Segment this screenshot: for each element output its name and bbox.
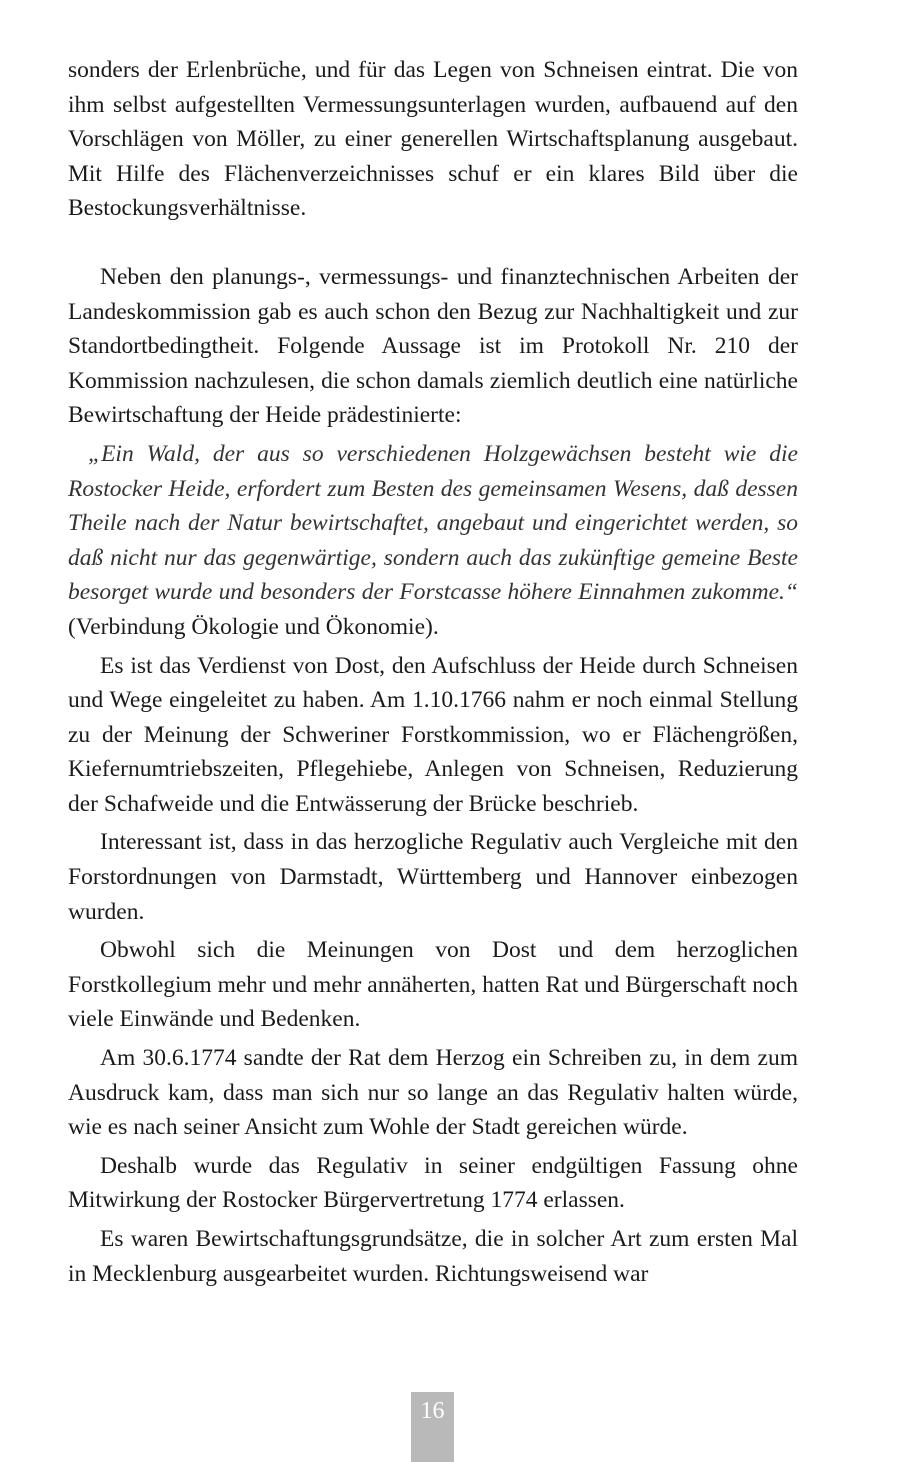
paragraph: sonders der Erlenbrüche, und für das Legen von Schneisen eintrat. Die von ihm selbst aufgestellten Vermessungsunterlagen wurden, aufbauend auf den Vorschlägen von Möller, zu einer generellen Wirtschaftsplanung ausgebaut. Mit Hilfe des Flächenverzeichnisses schuf er ein klares Bild über die Bestockungsverhältnisse. [68,57,798,222]
page-number-tab [411,1392,454,1462]
quote-comment: (Verbindung Ökologie und Ökonomie). [68,613,439,640]
paragraph: Deshalb wurde das Regulativ in seiner endgültigen Fassung ohne Mitwirkung der Rostocker Bürgervertretung 1774 erlassen. [68,1152,798,1214]
paragraph: Es ist das Verdienst von Dost, den Aufschluss der Heide durch Schneisen und Wege eingeleitet zu haben. Am 1.10.1766 nahm er noch einmal Stellung zu der Meinung der Schweriner Forstkommission, wo er Flächengrößen, Kiefernumtriebszeiten, Pflegehiebe, Anlegen von Schneisen, Reduzierung der Schafweide und die Entwässerung der Brücke beschrieb. [68,652,798,817]
body-text [68,53,798,1295]
paragraph: Obwohl sich die Meinungen von Dost und dem herzoglichen Forstkollegium mehr und mehr annäherten, hatten Rat und Bürgerschaft noch viele Einwände und Bedenken. [68,937,798,1033]
paragraph: Es waren Bewirtschaftungsgrundsätze, die in solcher Art zum ersten Mal in Mecklenburg ausgearbeitet wurden. Richtungsweisend war [68,1226,798,1287]
historical-quote: „Ein Wald, der aus so verschiedenen Holzgewächsen besteht wie die Rostocker Heide, erfordert zum Besten des gemeinsamen Wesens, daß dessen Theile nach der Natur bewirtschaftet, angebaut und eingerichtet werden, so daß nicht nur das gegenwärtige, sondern auch das zukünftige gemeine Beste besorget wurde und besonders der Forstcasse höhere Einnahmen zukomme.“ [68,440,798,606]
paragraph: Am 30.6.1774 sandte der Rat dem Herzog ein Schreiben zu, in dem zum Ausdruck kam, dass man sich nur so lange an das Regulativ halten würde, wie es nach seiner Ansicht zum Wohle der Stadt gereichen würde. [68,1045,798,1141]
page-number: 16 [420,1398,445,1424]
paragraph: Neben den planungs-, vermessungs- und finanztechnischen Arbeiten der Landeskommission gab es auch schon den Bezug zur Nachhaltigkeit und zur Standortbedingtheit. Folgende Aussage ist im Protokoll Nr. 210 der Kommission nachzulesen, die schon damals ziemlich deutlich eine natürliche Bewirtschaftung der Heide prädestinierte: [68,263,798,429]
paragraph: Interessant ist, dass in das herzogliche Regulativ auch Vergleiche mit den Forstordnungen von Darmstadt, Württemberg und Hannover einbezogen wurden. [68,829,798,925]
quote-paragraph [68,437,798,645]
